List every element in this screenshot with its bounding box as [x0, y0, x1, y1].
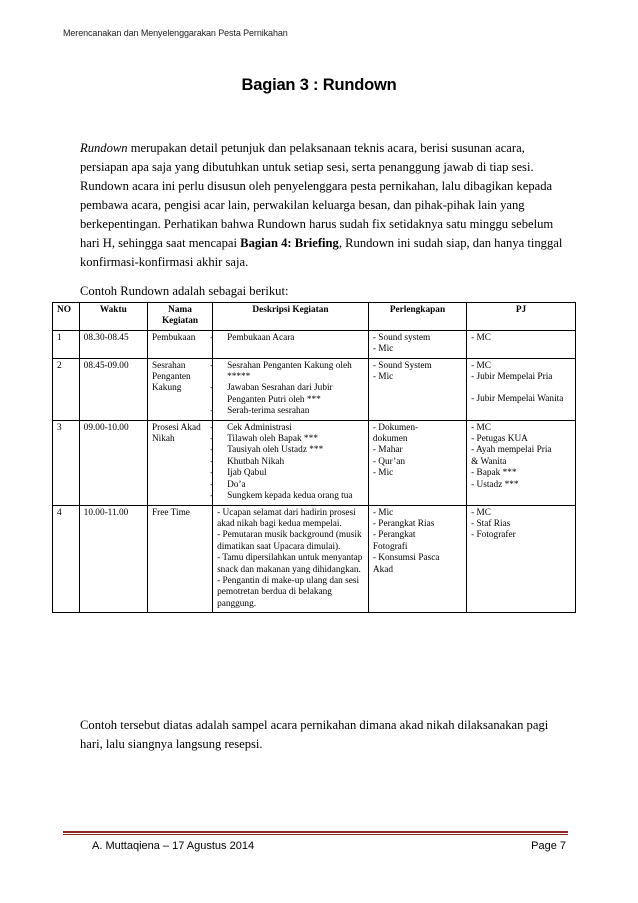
pj-line: & Wanita [471, 456, 507, 467]
cell-description [213, 330, 369, 358]
equipment-line: - Sound System [372, 360, 432, 371]
equipment-line: Akad [372, 564, 394, 575]
pj-line: - Ustadz *** [471, 479, 519, 490]
cell-pj [467, 420, 576, 505]
intro-lead-italic: Rundown [80, 141, 128, 155]
header-equip: Perlengkapan [368, 303, 466, 331]
equipment-line: - Dokumen- [372, 422, 419, 433]
closing-paragraph: Contoh tersebut diatas adalah sampel acara pernikahan dimana akad nikah dilaksanakan pagi hari, lalu siangnya langsung resepsi. [80, 718, 549, 751]
header-no: NO [53, 303, 80, 331]
cell-equipment [368, 330, 466, 358]
pj-line: - Bapak *** [471, 468, 517, 479]
table-row [53, 420, 576, 505]
description-list [217, 333, 364, 344]
activity-name-line: Prosesi Akad [151, 422, 201, 433]
pj-line: - Fotografer [471, 530, 516, 541]
equipment-line: Fotografi [372, 541, 408, 552]
cell-pj [467, 505, 576, 613]
cell-equipment [368, 505, 466, 613]
equipment-line: - Mic [372, 468, 394, 479]
description-item: - Jawaban Sesrahan dari Jubir Penganten Putri oleh *** [227, 383, 364, 406]
cell-activity-name [147, 505, 212, 613]
pj-line: - MC [471, 422, 491, 433]
intro-text-2: , Rundown ini sudah siap, dan hanya tinggal konfirmasi-konfirmasi akhir saja. [80, 236, 563, 269]
table-row [53, 358, 576, 420]
equipment-line: - Mic [372, 372, 394, 383]
table-header-row [53, 303, 576, 331]
cell-no: 4 [53, 505, 80, 613]
header-desc: Deskripsi Kegiatan [213, 303, 369, 331]
pj-line: - Jubir Mempelai Wanita [471, 394, 564, 405]
cell-time: 08.45-09.00 [79, 358, 147, 420]
table-row [53, 505, 576, 613]
description-line: - Pemutaran musik background (musik dimatikan saat Upacara dimulai). [217, 530, 362, 552]
description-item: - Serah-terima sesrahan [227, 406, 364, 417]
section-title: Bagian 3 : Rundown [241, 76, 397, 94]
activity-name-line: Penganten [151, 372, 191, 383]
activity-name-line: Kakung [151, 383, 182, 394]
description-list [217, 361, 364, 418]
intro-text-1: merupakan detail petunjuk dan pelaksanaan teknis acara, berisi susunan acara, persiapan apa saja yang dibutuhkan untuk setiap sesi, serta penanggung jawab di tiap sesi. Rundown acara ini perlu disusun oleh penyelenggara pesta pernikahan, lalu dibagikan kepada pembawa acara, pengisi acar lain, perwakilan keluarga besan, dan pihak-pihak lain yang berkepentingan. Perhatikan bahwa Rundown harus sudah fix setidaknya satu minggu sebelum hari H, sehingga saat mencapai [80, 141, 554, 250]
cell-time: 10.00-11.00 [79, 505, 147, 613]
header-time: Waktu [79, 303, 147, 331]
description-item: - Sesrahan Penganten Kakung oleh ***** [227, 361, 364, 384]
pj-line [471, 383, 571, 394]
activity-name-line: Pembukaan [151, 332, 196, 343]
footer-rule-thin [63, 834, 568, 835]
equipment-line: - Mic [372, 344, 394, 355]
description-line: - Pengantin di make-up ulang dan sesi pemotretan berdua di belakang panggung. [217, 575, 360, 609]
cell-no: 1 [53, 330, 80, 358]
equipment-line: - Mic [372, 507, 394, 518]
footer-page-number: Page 7 [531, 840, 566, 852]
cell-no: 2 [53, 358, 80, 420]
equipment-line: - Sound system [372, 332, 431, 343]
description-item: - Sungkem kepada kedua orang tua [227, 491, 364, 502]
description-item: - Cek Administrasi [227, 423, 364, 434]
cell-activity-name [147, 330, 212, 358]
intro-paragraph [80, 139, 570, 272]
pj-line: - MC [471, 360, 491, 371]
cell-time: 09.00-10.00 [79, 420, 147, 505]
cell-description [213, 358, 369, 420]
cell-description [213, 505, 369, 613]
description-item: - Tausiyah oleh Ustadz *** [227, 445, 364, 456]
footer-author: A. Muttaqiena – 17 Agustus 2014 [92, 840, 255, 852]
rundown-table [52, 302, 576, 613]
intro-bold: Bagian 4: Briefing [240, 236, 339, 250]
cell-pj [467, 330, 576, 358]
cell-description [213, 420, 369, 505]
pj-line: - Petugas KUA [471, 434, 528, 445]
running-header: Merencanakan dan Menyelenggarakan Pesta Pernikahan [63, 28, 288, 38]
activity-name-line: Sesrahan [151, 360, 186, 371]
header-name-line1: Nama [168, 305, 192, 315]
description-list [217, 423, 364, 503]
pj-line: - MC [471, 332, 491, 343]
header-name [147, 303, 212, 331]
description-item: - Khutbah Nikah [227, 457, 364, 468]
equipment-line: dokumen [372, 434, 408, 445]
activity-name-line: Free Time [151, 507, 190, 518]
description-item: - Tilawah oleh Bapak *** [227, 434, 364, 445]
equipment-line: - Perangkat [372, 530, 416, 541]
header-pj: PJ [467, 303, 576, 331]
equipment-line: - Mahar [372, 445, 403, 456]
cell-time: 08.30-08.45 [79, 330, 147, 358]
pj-line: - Jubir Mempelai Pria [471, 372, 553, 383]
cell-pj [467, 358, 576, 420]
description-item: - Do’a [227, 480, 364, 491]
pj-line: - MC [471, 507, 491, 518]
description-item: - Ijab Qabul [227, 468, 364, 479]
pj-line: - Ayah mempelai Pria [471, 445, 552, 456]
cell-equipment [368, 358, 466, 420]
equipment-line: - Perangkat Rias [372, 518, 435, 529]
description-item: - Pembukaan Acara [227, 333, 364, 344]
example-intro: Contoh Rundown adalah sebagai berikut: [80, 284, 289, 298]
footer-rule [63, 831, 568, 833]
header-name-line2: Kegiatan [161, 316, 199, 327]
equipment-line: - Qur’an [372, 456, 405, 467]
activity-name-line: Nikah [151, 434, 175, 445]
equipment-line: - Konsumsi Pasca [372, 553, 440, 564]
description-line: - Tamu dipersilahkan untuk menyantap snack dan makanan yang dihidangkan. [217, 553, 363, 575]
cell-no: 3 [53, 420, 80, 505]
cell-equipment [368, 420, 466, 505]
description-line: - Ucapan selamat dari hadirin prosesi akad nikah bagi kedua mempelai. [217, 507, 356, 529]
table-row [53, 330, 576, 358]
pj-line: - Staf Rias [471, 518, 511, 529]
cell-activity-name [147, 358, 212, 420]
cell-activity-name [147, 420, 212, 505]
